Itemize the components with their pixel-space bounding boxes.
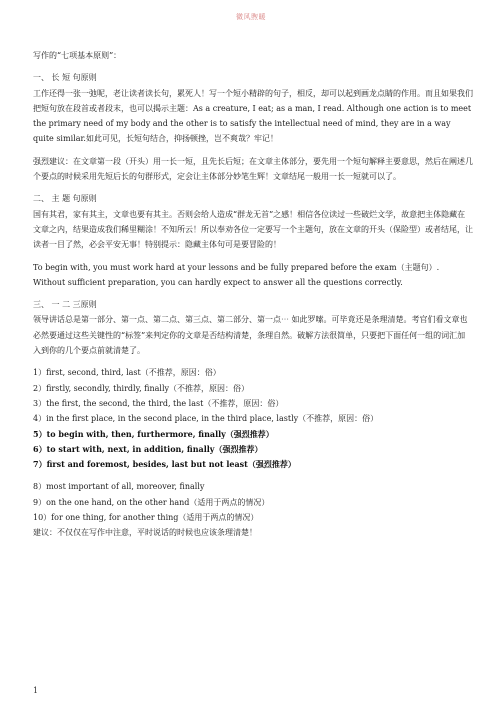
section-1-heading: 一、 长 短 句原则 bbox=[33, 73, 97, 83]
list-item-recommended: 5）to begin with, then, furthermore, finally（强烈推荐） bbox=[33, 428, 274, 439]
section-2-example: To begin with, you must work hard at your lessons and be fully prepared before the exam（主题句）. Without sufficient preparation, you can hardly expect to answer all the questions correctly. bbox=[33, 262, 440, 287]
section-1-paragraph-2: 强烈建议：在文章第一段（开头）用一长一短，且先长后短；在文章主体部分，要先用一个短句解释主要意思，然后在阐述几个要点的时候采用先短后长的句群形式，定会让主体部分妙笔生辉！文章结尾一般用一长一短就可以了。 bbox=[33, 156, 473, 182]
list-item: 10）for one thing, for another thing（适用于两点的情况） bbox=[33, 513, 259, 523]
section-1-paragraph-1: 工作还得一张一弛呢，老让读者读长句，累死人！写一个短小精辟的句子，相反，却可以起到画龙点睛的作用。而且如果我们把短句放在段首或者段末，也可以揭示主题：As a creature, I eat; as a man, I read. Although one action is to meet the primary need of my body and the other is to satisfy the intellectual need of mind, they are in a way quite similar.如此可见，长短句结合，抑扬顿挫，岂不爽哉？牢记！ bbox=[33, 88, 473, 144]
list-item-recommended: 7）first and foremost, besides, last but not least（强烈推荐） bbox=[33, 459, 296, 470]
list-item: 8）most important of all, moreover, finally bbox=[33, 482, 205, 492]
list-item: 3）the first, the second, the third, the last（不推荐，原因：俗） bbox=[33, 398, 284, 408]
list-item: 1）first, second, third, last（不推荐，原因：俗） bbox=[33, 368, 221, 378]
watermark: 微风煦暖 bbox=[236, 13, 266, 21]
list-item: 9）on the one hand, on the other hand（适用于两点的情况） bbox=[33, 497, 270, 507]
document-title: 写作的“七项基本原则”： bbox=[33, 51, 122, 60]
page-number: 1 bbox=[33, 686, 39, 695]
list-item-recommended: 6）to start with, next, in addition, finally（强烈推荐） bbox=[33, 443, 263, 454]
section-3-advice: 建议：不仅仅在写作中注意，平时说话的时候也应该条理清楚！ bbox=[33, 528, 257, 538]
section-3-heading: 三、 一 二 三原则 bbox=[33, 300, 97, 310]
section-2-paragraph-1: 国有其君，家有其主，文章也要有其主。否则会给人造成“群龙无首”之感！相信各位读过一些破烂文学，故意把主体隐藏在文章之内，结果造成我们稀里糊涂！不知所云！所以奉劝各位一定要写一个主题句，放在文章的开头（保险型）或者结尾，让读者一目了然，必会平安无事！特别提示：隐藏主体句可是要冒险的！ bbox=[33, 209, 473, 250]
list-item: 4）in the first place, in the second place, in the third place, lastly（不推荐，原因：俗） bbox=[33, 414, 379, 424]
list-item: 2）firstly, secondly, thirdly, finally（不推荐，原因：俗） bbox=[33, 383, 250, 393]
document-body bbox=[33, 48, 473, 541]
section-2-heading: 二、 主 题 句原则 bbox=[33, 194, 97, 204]
section-3-paragraph-1: 领导讲话总是第一部分、第一点、第二点、第三点、第二部分、第一点⋯ 如此罗嗦。可毕竟还是条理清楚。考官们看文章也必然要通过这些关键性的“标签”来判定你的文章是否结构清楚，条理自然。破解方法很简单，只要把下面任何一组的词汇加入到你的几个要点前就清楚了。 bbox=[33, 315, 468, 356]
